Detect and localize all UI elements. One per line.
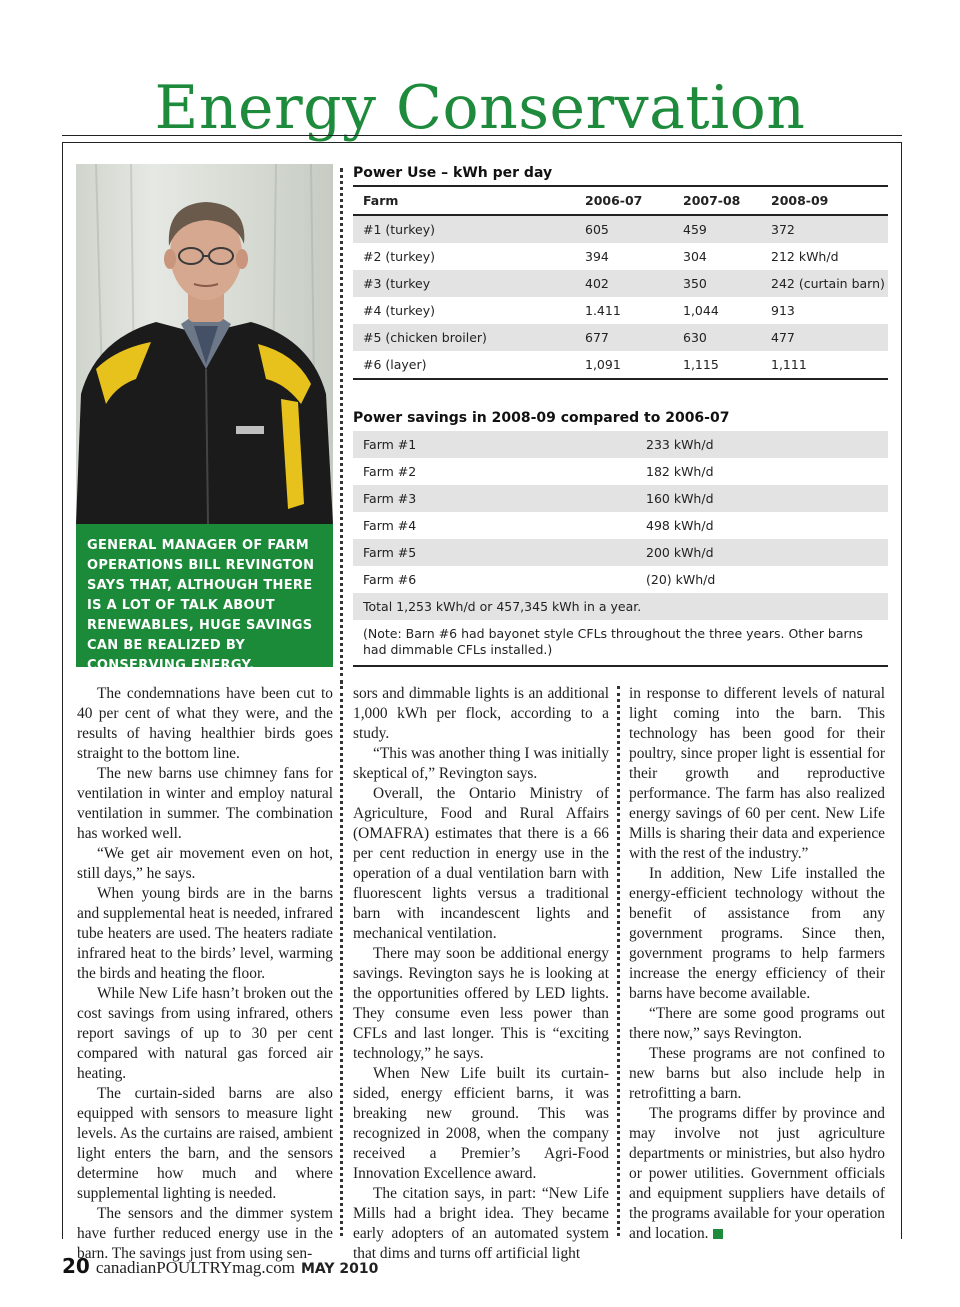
title-rule — [62, 135, 902, 136]
table-row — [353, 297, 888, 324]
table-cell: 913 — [771, 303, 795, 318]
power-use-table-title: Power Use – kWh per day — [353, 165, 553, 181]
table-cell: 498 kWh/d — [646, 518, 714, 533]
savings-table — [353, 431, 888, 667]
paragraph — [629, 1104, 885, 1244]
table-cell: 1,091 — [585, 357, 621, 372]
table-header-row — [353, 187, 888, 216]
table-cell: Farm #2 — [363, 464, 417, 479]
paragraph: in response to different levels of natural light coming into the barn. This technology has been good for their poultry, since proper light is essential for their growth and reproductive performance. The farm has also realized energy savings of 60 per cent. New Life Mills is sharing their data and experience with the rest of the industry.” — [629, 685, 885, 862]
table-cell: 605 — [585, 222, 609, 237]
table-row — [353, 539, 888, 566]
footer-issue: MAY 2010 — [300, 1261, 379, 1277]
photo-caption: GENERAL MANAGER OF FARM OPERATIONS BILL REVINGTON SAYS THAT, ALTHOUGH THERE IS A LOT OF TALK ABOUT RENEWABLES, HUGE SAVINGS CAN BE REALIZED BY CONSERVING ENERGY. — [76, 524, 333, 667]
table-cell: 182 kWh/d — [646, 464, 714, 479]
table-cell: 200 kWh/d — [646, 545, 714, 560]
table-row — [353, 566, 888, 593]
header-2006-07: 2006-07 — [585, 193, 643, 208]
footer-site: canadianPOULTRYmag.com — [95, 1258, 295, 1277]
table-row — [353, 431, 888, 458]
page-footer — [62, 1254, 378, 1278]
savings-total-row — [353, 593, 888, 620]
savings-table-title: Power savings in 2008-09 compared to 2006-07 — [353, 410, 730, 426]
table-cell: 477 — [771, 330, 795, 345]
table-cell: 160 kWh/d — [646, 491, 714, 506]
table-cell: 1,111 — [771, 357, 807, 372]
table-cell: 350 — [683, 276, 707, 291]
table-row — [353, 324, 888, 351]
table-row — [353, 216, 888, 243]
paragraph: “We get air movement even on hot, still days,” he says. — [77, 845, 333, 882]
paragraph: The condemnations have been cut to 40 per cent of what they were, and the results of having healthier birds goes straight to the bottom line. — [77, 685, 333, 762]
dotted-divider-top — [340, 168, 343, 684]
table-cell: Farm #5 — [363, 545, 417, 560]
header-2008-09: 2008-09 — [771, 193, 829, 208]
paragraph: There may soon be additional energy savings. Revington says he is looking at the opportunities offered by LED lights. They consume even less power than CFLs and last longer. This is “exciting technology,” he says. — [353, 945, 609, 1062]
table-cell: 459 — [683, 222, 707, 237]
table-cell: Farm #6 — [363, 572, 417, 587]
table-row — [353, 485, 888, 512]
table-cell: #2 (turkey) — [363, 249, 435, 264]
paragraph: Overall, the Ontario Ministry of Agriculture, Food and Rural Affairs (OMAFRA) estimates that there is a 66 per cent reduction in energy use in the operation of a dual ventilation barn with fluorescent lights versus a traditional barn with incandescent lights and mechanical ventilation. — [353, 785, 609, 942]
dotted-divider-col3 — [617, 686, 620, 1236]
article-column-2 — [353, 684, 609, 1264]
power-use-table — [353, 185, 888, 380]
savings-note: (Note: Barn #6 had bayonet style CFLs throughout the three years. Other barns had dimmable CFLs installed.) — [363, 626, 863, 657]
table-row — [353, 458, 888, 485]
article-column-3 — [629, 684, 885, 1244]
page-title: Energy Conservation — [154, 73, 806, 143]
paragraph: The new barns use chimney fans for ventilation in winter and employ natural ventilation in summer. The combination has worked well. — [77, 765, 333, 842]
table-cell: 212 kWh/d — [771, 249, 839, 264]
paragraph: The citation says, in part: “New Life Mills had a bright idea. They became early adopters of an automated system that dims and turns off artificial light — [353, 1185, 609, 1262]
paragraph: The curtain-sided barns are also equipped with sensors to measure light levels. As the curtains are raised, ambient light enters the barn, and the sensors determine how much and where supplemental lighting is needed. — [77, 1085, 333, 1202]
table-cell: 304 — [683, 249, 707, 264]
paragraph: sors and dimmable lights is an additional 1,000 kWh per flock, according to a study. — [353, 685, 609, 742]
paragraph: When young birds are in the barns and supplemental heat is needed, infrared tube heaters are used. The heaters radiate infrared heat to the birds’ level, warming the birds and heating the floor. — [77, 885, 333, 982]
table-cell: 1,044 — [683, 303, 719, 318]
table-cell: 1,115 — [683, 357, 719, 372]
table-cell: (20) kWh/d — [646, 572, 716, 587]
table-cell: #1 (turkey) — [363, 222, 435, 237]
page-number: 20 — [62, 1254, 90, 1278]
table-cell: Farm #3 — [363, 491, 417, 506]
table-row — [353, 270, 888, 297]
paragraph: In addition, New Life installed the energy-efficient technology without the benefit of assistance from any government programs. Since then, government programs to help farmers increase the energy efficiency of their barns have become available. — [629, 865, 885, 1002]
table-cell: #6 (layer) — [363, 357, 427, 372]
paragraph: While New Life hasn’t broken out the cost savings from using infrared, others report savings of up to 30 per cent compared with natural gas forced air heating. — [77, 985, 333, 1082]
frame-left-rule — [62, 142, 63, 1239]
table-row — [353, 243, 888, 270]
header-2007-08: 2007-08 — [683, 193, 741, 208]
paragraph-text: The programs differ by province and may involve not just agriculture departments or ministries, but also hydro or power utilities. Government officials and equipment suppliers have details of the programs available for your operation and location. — [629, 1105, 885, 1242]
paragraph: The sensors and the dimmer system have further reduced energy use in the barn. The savings just from using sen- — [77, 1205, 333, 1262]
table-cell: Farm #1 — [363, 437, 417, 452]
frame-top-rule — [62, 142, 902, 143]
table-row — [353, 351, 888, 378]
end-mark-icon — [713, 1229, 723, 1239]
table-cell: #3 (turkey — [363, 276, 431, 291]
table-cell: Farm #4 — [363, 518, 417, 533]
paragraph: These programs are not confined to new barns but also include help in retrofitting a barn. — [629, 1045, 885, 1102]
frame-right-rule — [901, 142, 902, 1239]
table-cell: #4 (turkey) — [363, 303, 435, 318]
dotted-divider-col2 — [340, 686, 343, 1236]
paragraph: “There are some good programs out there now,” says Revington. — [629, 1005, 885, 1042]
revington-photo — [76, 164, 333, 524]
table-cell: 372 — [771, 222, 795, 237]
table-cell: #5 (chicken broiler) — [363, 330, 487, 345]
header-farm: Farm — [363, 193, 399, 208]
article-column-1 — [77, 684, 333, 1264]
table-cell: 233 kWh/d — [646, 437, 714, 452]
table-cell: 630 — [683, 330, 707, 345]
savings-total: Total 1,253 kWh/d or 457,345 kWh in a year. — [363, 599, 642, 614]
table-row — [353, 512, 888, 539]
table-cell: 242 (curtain barn) — [771, 276, 885, 291]
table-cell: 394 — [585, 249, 609, 264]
paragraph: When New Life built its curtain-sided, energy efficient barns, it was breaking new ground. This was recognized in 2008, when the company received a Premier’s Agri-Food Innovation Excellence award. — [353, 1065, 609, 1182]
table-cell: 402 — [585, 276, 609, 291]
paragraph: “This was another thing I was initially skeptical of,” Revington says. — [353, 745, 609, 782]
table-cell: 1.411 — [585, 303, 621, 318]
table-cell: 677 — [585, 330, 609, 345]
